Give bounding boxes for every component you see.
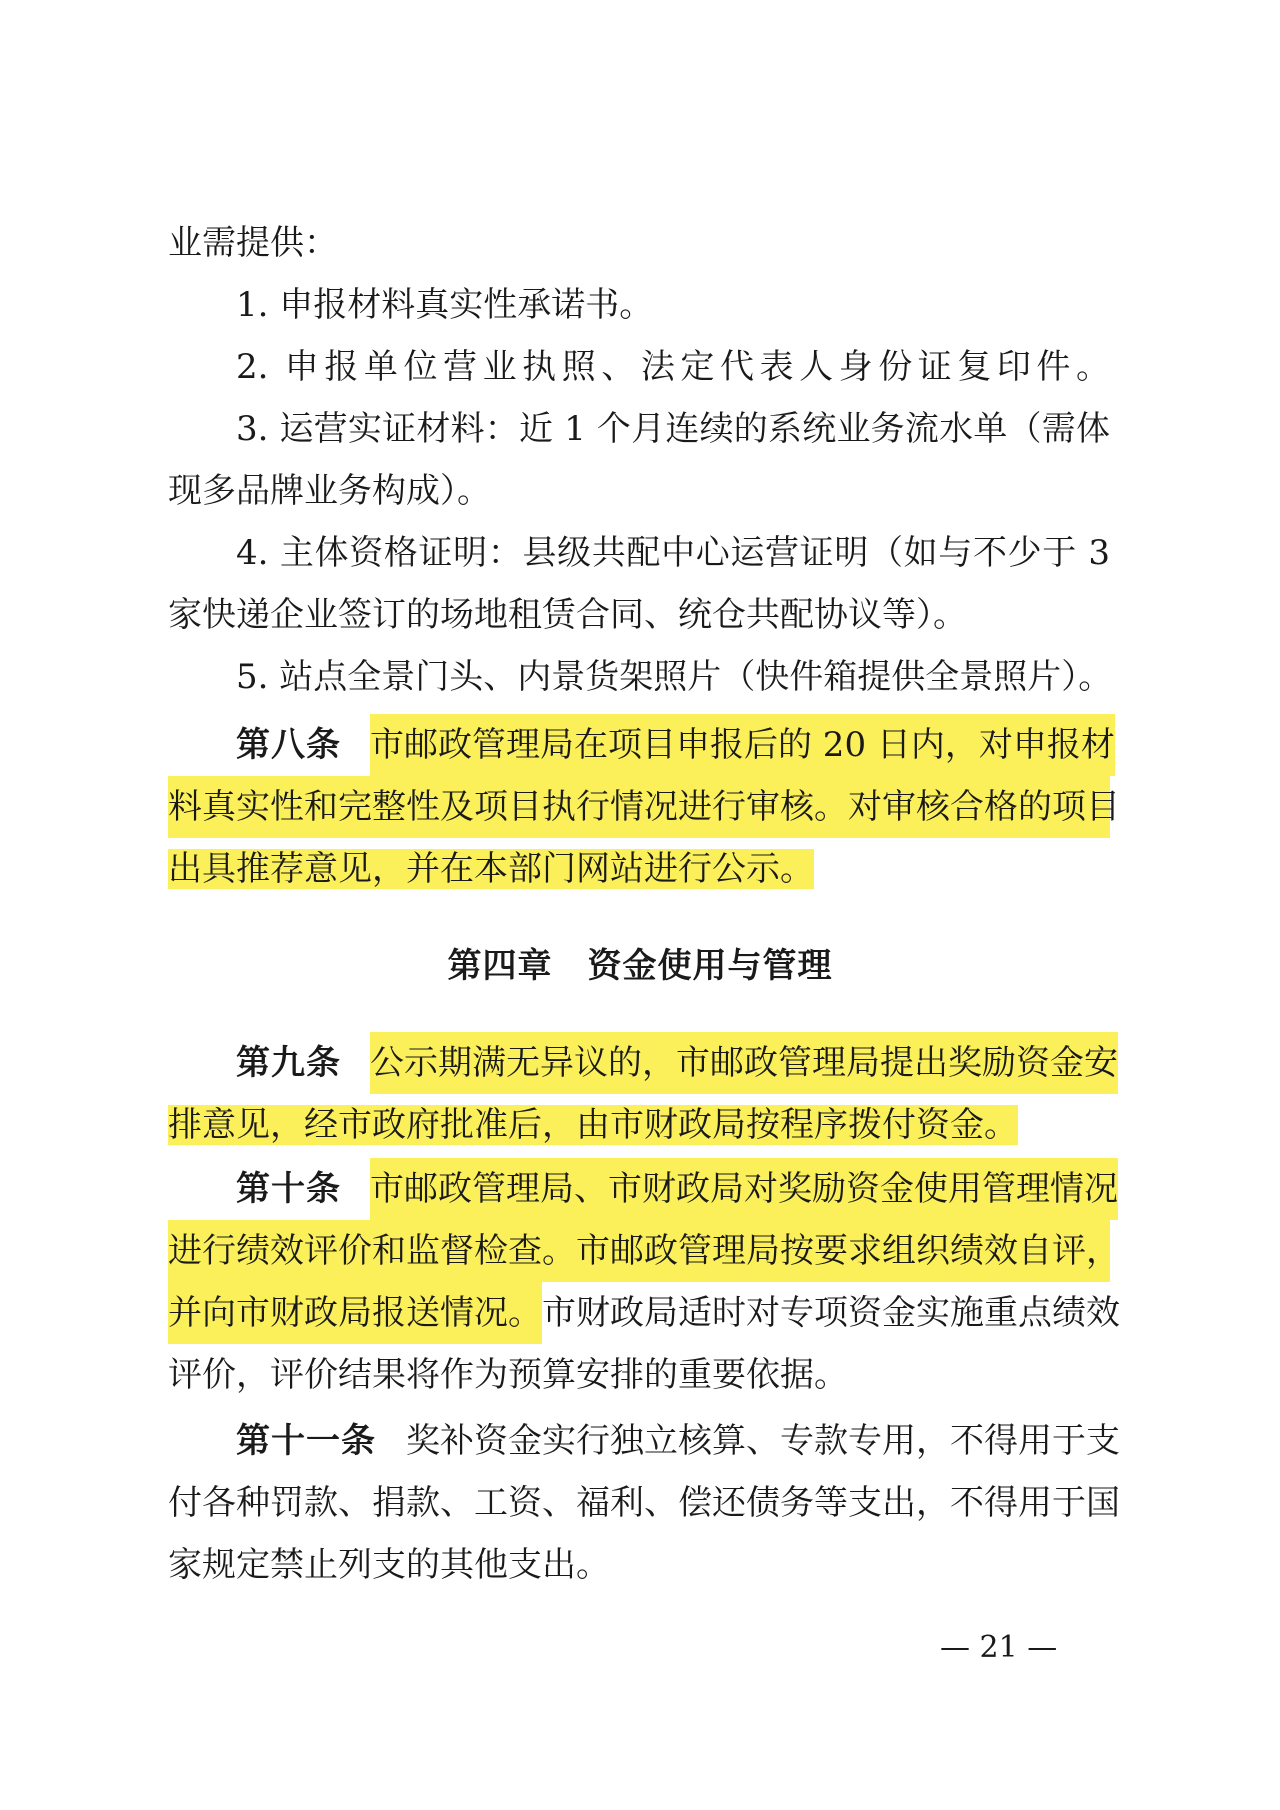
article-11-label: 第十一条 [236,1421,376,1461]
highlighted-text: 公示期满无异议的，市邮政管理局提出奖励资金安 [370,1032,1118,1094]
article-10-line [168,1282,1120,1344]
chapter-heading: 第四章 资金使用与管理 [447,946,833,986]
article-9-label: 第九条 [236,1043,341,1083]
highlighted-text: 出具推荐意见，并在本部门网站进行公示。 [168,849,814,889]
article-11-line: 付各种罚款、捐款、工资、福利、偿还债务等支出，不得用于国 [168,1483,1120,1523]
article-8-line [168,838,1110,900]
article-8-line [236,714,1115,776]
list-item: 4. 主体资格证明：县级共配中心运营证明（如与不少于 3 [236,533,1110,573]
article-9-line [236,1032,1118,1094]
article-11-line: 家规定禁止列支的其他支出。 [168,1545,610,1585]
article-10-line: 评价，评价结果将作为预算安排的重要依据。 [168,1355,848,1395]
highlighted-text: 市邮政管理局、市财政局对奖励资金使用管理情况 [370,1158,1118,1220]
page-number: — 21 — [940,1630,1058,1665]
article-9-line [168,1094,1110,1156]
highlighted-text: 市邮政管理局在项目申报后的 20 日内，对申报材 [370,714,1115,776]
list-item-continuation: 家快递企业签订的场地租赁合同、统仓共配协议等）。 [168,595,967,635]
article-10-label: 第十条 [236,1169,341,1209]
list-item: 1. 申报材料真实性承诺书。 [236,285,654,325]
article-11-line [236,1410,1120,1472]
list-item: 5. 站点全景门头、内景货架照片（快件箱提供全景照片）。 [236,657,1113,697]
list-item-continuation: 现多品牌业务构成）。 [168,471,491,511]
article-8-line [168,776,1120,838]
article-10-line [236,1158,1118,1220]
article-8-label: 第八条 [236,725,341,765]
list-item: 3. 运营实证材料：近 1 个月连续的系统业务流水单（需体 [236,409,1110,449]
highlighted-text: 并向市财政局报送情况。 [168,1282,542,1344]
article-11-text: 奖补资金实行独立核算、专款专用，不得用于支 [406,1421,1120,1461]
highlighted-text: 进行绩效评价和监督检查。市邮政管理局按要求组织绩效自评， [168,1220,1110,1282]
list-item: 2. 申报单位营业执照、法定代表人身份证复印件。 [236,347,1110,387]
highlighted-text: 排意见，经市政府批准后，由市财政局按程序拨付资金。 [168,1105,1018,1145]
article-10-text: 市财政局适时对专项资金实施重点绩效 [542,1293,1120,1333]
article-10-line [168,1220,1120,1282]
text-line: 业需提供： [168,223,338,263]
highlighted-text: 料真实性和完整性及项目执行情况进行审核。对审核合格的项目 [168,776,1110,838]
